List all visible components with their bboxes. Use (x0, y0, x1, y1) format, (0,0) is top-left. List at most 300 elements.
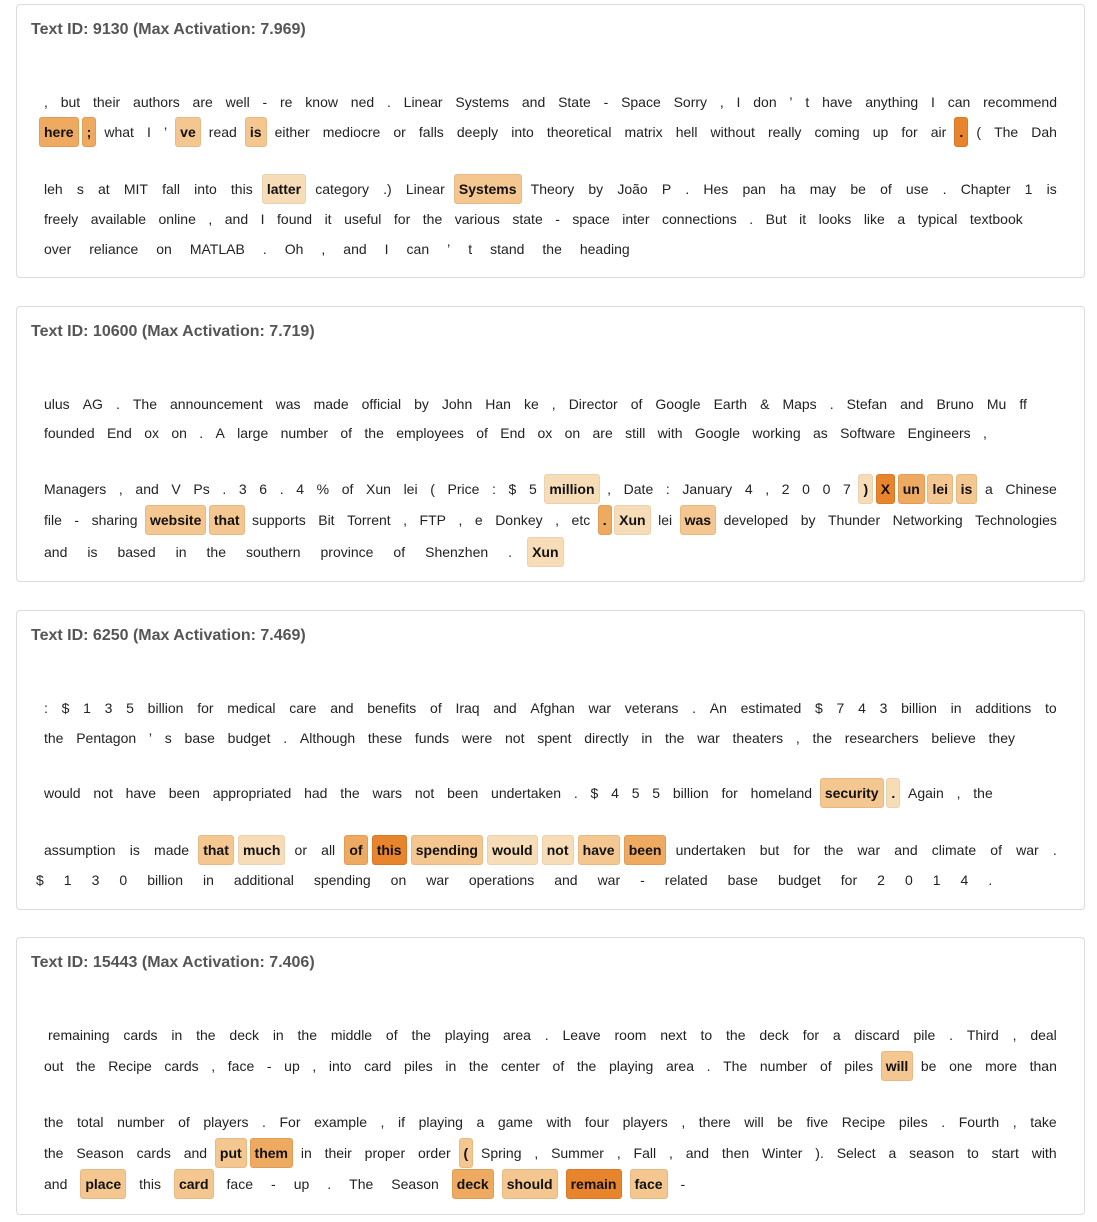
token: Ps (193, 481, 210, 497)
token: online (158, 211, 196, 227)
token: but (759, 842, 780, 858)
token: Maps (782, 396, 817, 412)
token: are (192, 94, 213, 110)
token: don (753, 94, 777, 110)
highlighted-token: . (598, 505, 612, 535)
token: may (809, 181, 837, 197)
token: s (76, 181, 84, 197)
token: and (44, 544, 68, 560)
token: Summer (551, 1145, 604, 1161)
token: is (1046, 181, 1057, 197)
token: there (698, 1114, 731, 1130)
token: Hes (703, 181, 729, 197)
token: war (426, 872, 449, 888)
token: additions (975, 700, 1032, 716)
token: Although (299, 730, 356, 746)
token: of (385, 1027, 398, 1043)
token: . (941, 1114, 946, 1130)
token: war (597, 872, 621, 888)
highlighted-token: is (956, 474, 978, 504)
token: 0 (119, 872, 128, 888)
text-line (17, 87, 1084, 117)
token: recommend (983, 94, 1057, 110)
text-line (17, 1138, 1084, 1168)
token: room (614, 1027, 647, 1043)
token: is (129, 842, 140, 858)
highlighted-token: been (624, 835, 667, 865)
token: 5 (126, 700, 134, 716)
token: P (661, 181, 672, 197)
token: 2 (877, 872, 885, 888)
token: $ (61, 700, 70, 716)
token: undertaken (491, 785, 562, 801)
token: large (237, 425, 269, 441)
token: be (920, 1058, 937, 1074)
token: for (393, 211, 411, 227)
text-line (17, 389, 1084, 419)
token: of (819, 1058, 832, 1074)
text-line (17, 537, 1084, 567)
token: in (171, 1027, 183, 1043)
token: Bruno (936, 396, 974, 412)
token: deck (229, 1027, 259, 1043)
token: Theory (530, 181, 575, 197)
token: into (328, 1058, 352, 1074)
token: . (544, 1027, 549, 1043)
token: the (665, 730, 685, 746)
token: . (262, 1114, 266, 1130)
token: number (117, 1114, 165, 1130)
token: ’ (789, 94, 793, 110)
token: . (283, 730, 288, 746)
token: % (316, 481, 330, 497)
token: of (340, 425, 353, 441)
token: face (226, 1176, 254, 1192)
token: in (950, 700, 962, 716)
token: Software (840, 425, 896, 441)
highlighted-token: here (39, 117, 79, 147)
token: and (183, 1145, 208, 1161)
token: players (622, 1114, 668, 1130)
token: , (211, 1058, 216, 1074)
token: sharing (91, 512, 138, 528)
token: of (476, 425, 488, 441)
token: for (197, 700, 214, 716)
token: 3 (879, 700, 888, 716)
token: next (660, 1027, 687, 1043)
highlighted-token: X (876, 474, 895, 504)
token: really (767, 124, 802, 140)
token: homeland (750, 785, 813, 801)
token: or (393, 124, 406, 140)
token: t (468, 241, 473, 257)
token: ( (430, 481, 435, 497)
token: not (505, 730, 525, 746)
token: cards (123, 1027, 158, 1043)
token: take (1030, 1114, 1057, 1130)
token: - (266, 1058, 272, 1074)
highlighted-token: much (238, 835, 285, 865)
token: 4 (960, 872, 969, 888)
token: Donkey (495, 512, 543, 528)
token: Third (966, 1027, 999, 1043)
token: hell (675, 124, 698, 140)
token: for (802, 1027, 820, 1043)
token: a (897, 211, 906, 227)
token: remaining (48, 1027, 110, 1043)
text-line (17, 418, 1084, 448)
token: Xun (366, 481, 391, 497)
token: various (454, 211, 500, 227)
token: the (44, 1114, 64, 1130)
token: Afghan (530, 700, 575, 716)
token: cards (164, 1058, 199, 1074)
token: supports (252, 512, 306, 528)
token: Linear (405, 181, 445, 197)
token: But (765, 211, 787, 227)
token: , (44, 94, 48, 110)
token: discard (854, 1027, 900, 1043)
token: in (445, 1058, 457, 1074)
token: Fall (633, 1145, 657, 1161)
highlighted-token: of (344, 835, 367, 865)
highlighted-token: ; (82, 117, 97, 147)
token: total (77, 1114, 104, 1130)
token: in (203, 872, 214, 888)
token: 3 (91, 872, 100, 888)
token: additional (233, 872, 294, 888)
token: inter (622, 211, 650, 227)
token: center (501, 1058, 540, 1074)
token: then (721, 1145, 750, 1161)
token: Recipe (108, 1058, 152, 1074)
token: the (44, 730, 64, 746)
token: , (983, 425, 987, 441)
token: , (551, 396, 556, 412)
example-card (16, 937, 1085, 1215)
text-line (17, 505, 1084, 535)
token: and (135, 481, 159, 497)
token: players (203, 1114, 249, 1130)
token: . (327, 1176, 332, 1192)
token: up (872, 124, 889, 140)
token: MATLAB (189, 241, 245, 257)
text-line (17, 778, 1084, 808)
token: I (930, 94, 935, 110)
token: and (44, 1176, 68, 1192)
token: and (521, 94, 546, 110)
token: can (406, 241, 430, 257)
token: ’ (447, 241, 451, 257)
token: - (603, 94, 609, 110)
token: in (300, 1145, 312, 1161)
token: deal (1030, 1027, 1057, 1043)
token: ff (1019, 396, 1027, 412)
token: these (367, 730, 403, 746)
token: use (905, 181, 929, 197)
text-line (17, 865, 1084, 895)
highlighted-token: place (80, 1169, 126, 1199)
token: . (508, 544, 513, 560)
token: I (384, 241, 389, 257)
text-line (17, 174, 1084, 204)
token: start (991, 1145, 1019, 1161)
token: Director (568, 396, 618, 412)
token: , (555, 512, 560, 528)
token: undertaken (675, 842, 746, 858)
token: , (681, 1114, 686, 1130)
token: . (199, 425, 204, 441)
token: and (224, 211, 249, 227)
token: proper (364, 1145, 406, 1161)
token: out (44, 1058, 64, 1074)
token: of (341, 481, 354, 497)
token: Winter (761, 1145, 803, 1161)
token: e (474, 512, 483, 528)
token: face (227, 1058, 255, 1074)
token: ox (537, 425, 553, 441)
text-line (17, 1169, 1084, 1199)
token: Dah (1031, 124, 1057, 140)
token: - (271, 1176, 276, 1192)
token: . (573, 785, 578, 801)
token: not (414, 785, 435, 801)
token: I (736, 94, 741, 110)
token: . (115, 396, 120, 412)
token: Leave (562, 1027, 601, 1043)
token: mediocre (322, 124, 381, 140)
highlighted-token: put (215, 1138, 247, 1168)
token: base (727, 872, 758, 888)
highlighted-token: million (544, 474, 599, 504)
token: be (850, 181, 866, 197)
token: 7 (836, 700, 845, 716)
token: southern (246, 544, 301, 560)
token: the (411, 1027, 431, 1043)
token: : (665, 481, 670, 497)
token: , (534, 1145, 539, 1161)
token: Engineers (907, 425, 971, 441)
token: a (476, 1114, 485, 1130)
token: war (857, 842, 881, 858)
token: would (44, 785, 81, 801)
token: funds (414, 730, 450, 746)
token: , (380, 1114, 385, 1130)
token: file (44, 512, 62, 528)
token: without (710, 124, 755, 140)
token: with (657, 425, 683, 441)
token: were (461, 730, 493, 746)
token: of (880, 181, 892, 197)
token: and (343, 241, 367, 257)
token: over (44, 241, 72, 257)
token: with (1031, 1145, 1057, 1161)
token: , (321, 241, 326, 257)
token: 5 (631, 785, 640, 801)
token: directly (584, 730, 629, 746)
highlighted-token: remain (566, 1169, 622, 1199)
token: 0 (822, 481, 831, 497)
token: on (156, 241, 172, 257)
token: Sorry (673, 94, 708, 110)
highlighted-token: should (502, 1169, 558, 1199)
token: , (118, 481, 123, 497)
highlighted-token: latter (262, 174, 306, 204)
token: the (812, 730, 832, 746)
token: in (272, 1027, 284, 1043)
token: researchers (844, 730, 919, 746)
token: been (168, 785, 200, 801)
token: one (949, 1058, 973, 1074)
token: authors (133, 94, 180, 110)
token: air (930, 124, 947, 140)
token: deeply (456, 124, 499, 140)
token: Spring (481, 1145, 522, 1161)
token: lei (658, 512, 673, 528)
token: a (984, 481, 993, 497)
token: Select (836, 1145, 876, 1161)
token: category (315, 181, 369, 197)
token: are (592, 425, 613, 441)
token: 6 (259, 481, 268, 497)
token: Chapter (960, 181, 1011, 197)
card-title: Text ID: 15443 (Max Activation: 7.406) (31, 954, 315, 971)
token: working (752, 425, 801, 441)
token: , (403, 512, 408, 528)
token: matrix (624, 124, 663, 140)
token: - (640, 872, 645, 888)
token: $ (36, 872, 44, 888)
token: to (1045, 700, 1057, 716)
token: the (297, 1027, 318, 1043)
token: either (274, 124, 310, 140)
token: the (823, 842, 844, 858)
token: 3 (104, 700, 113, 716)
token: 1 (83, 700, 91, 716)
token: a (888, 1145, 897, 1161)
token: and (685, 1145, 710, 1161)
token: Systems (455, 94, 510, 110)
token: developed (723, 512, 789, 528)
token: lei (403, 481, 418, 497)
token: leh (44, 181, 63, 197)
token: 3 (238, 481, 247, 497)
token: ( (976, 124, 981, 140)
token: piles (844, 1058, 874, 1074)
token: read (208, 124, 237, 140)
token: but (60, 94, 81, 110)
token: care (289, 700, 317, 716)
token: Han (485, 396, 511, 412)
token: João (617, 181, 648, 197)
token: the (468, 1058, 489, 1074)
token: Google (694, 425, 741, 441)
token: John (441, 396, 473, 412)
token: billion (901, 700, 937, 716)
token: province (320, 544, 374, 560)
token: Mu (986, 396, 1007, 412)
token: & (760, 396, 770, 412)
token: the (44, 1145, 64, 1161)
token: season (909, 1145, 955, 1161)
token: piles (403, 1058, 433, 1074)
token: by (800, 512, 816, 528)
token: End (500, 425, 526, 441)
token: or (294, 842, 307, 858)
token: MIT (123, 181, 148, 197)
token: billion (147, 700, 184, 716)
token: and (900, 396, 924, 412)
token: game (497, 1114, 533, 1130)
token: available (90, 211, 146, 227)
token: End (106, 425, 132, 441)
token: stand (490, 241, 525, 257)
token: 0 (904, 872, 913, 888)
token: card (364, 1058, 392, 1074)
token: to (967, 1145, 979, 1161)
token: founded (44, 425, 95, 441)
token: four (584, 1114, 610, 1130)
token: medical (227, 700, 276, 716)
token: this (230, 181, 253, 197)
highlighted-token: security (820, 778, 884, 808)
token: assumption (44, 842, 116, 858)
token: announcement (170, 396, 263, 412)
token: to (700, 1027, 713, 1043)
token: : (44, 700, 48, 716)
token: theaters (732, 730, 784, 746)
token: for (721, 785, 738, 801)
token: 1 (1024, 181, 1033, 197)
token: of (990, 842, 1002, 858)
token: . (692, 700, 697, 716)
token: area (665, 1058, 694, 1074)
token: Space (621, 94, 661, 110)
token: more (985, 1058, 1017, 1074)
token: know (305, 94, 338, 110)
token: The (349, 1176, 374, 1192)
token: like (863, 211, 885, 227)
token: looks (818, 211, 852, 227)
token: . (949, 1027, 954, 1043)
token: as (812, 425, 828, 441)
token: connections (662, 211, 737, 227)
token: not (93, 785, 113, 801)
card-title: Text ID: 6250 (Max Activation: 7.469) (31, 627, 306, 644)
token: typical (917, 211, 958, 227)
text-line (17, 474, 1084, 504)
highlighted-token: ( (459, 1138, 474, 1168)
token: the (422, 211, 443, 227)
token: Google (655, 396, 701, 412)
highlighted-token: lei (927, 474, 953, 504)
token: .) (383, 181, 392, 197)
token: be (777, 1114, 793, 1130)
token: it (324, 211, 332, 227)
highlighted-token: spending (411, 835, 483, 865)
token: the (542, 241, 562, 257)
token: , (795, 730, 800, 746)
token: pan (742, 181, 766, 197)
token: benefits (367, 700, 417, 716)
token: area (502, 1027, 531, 1043)
token: Networking (892, 512, 963, 528)
token: into (511, 124, 534, 140)
text-line (17, 1020, 1084, 1050)
token: fall (162, 181, 181, 197)
token: . (829, 396, 834, 412)
token: into (194, 181, 217, 197)
